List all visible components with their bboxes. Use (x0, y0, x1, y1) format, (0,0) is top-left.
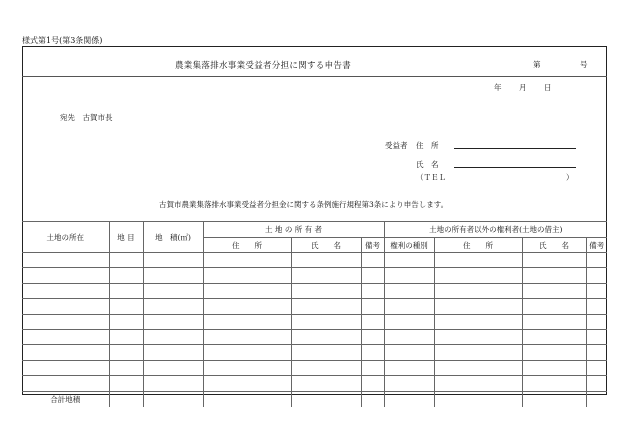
table-cell[interactable] (109, 283, 143, 298)
date-month: 月 (519, 83, 527, 92)
address-line (454, 148, 576, 149)
header-owner-note: 備考 (361, 238, 384, 253)
table-cell[interactable] (22, 314, 109, 329)
table-cell[interactable] (22, 360, 109, 375)
header-owner-name: 氏 名 (291, 238, 361, 253)
table-cell[interactable] (109, 376, 143, 391)
table-row (22, 314, 607, 329)
table-cell[interactable] (291, 253, 361, 268)
table-cell[interactable] (522, 376, 586, 391)
table-cell[interactable] (586, 253, 607, 268)
table-cell[interactable] (109, 253, 143, 268)
table-cell[interactable] (434, 345, 522, 360)
table-cell[interactable] (384, 283, 434, 298)
table-cell[interactable] (361, 329, 384, 344)
table-cell[interactable] (361, 268, 384, 283)
table-cell[interactable] (203, 360, 291, 375)
table-cell[interactable] (434, 268, 522, 283)
header-other-name: 氏 名 (522, 238, 586, 253)
total-area-label: 合計地積 (22, 391, 109, 407)
table-cell[interactable] (586, 283, 607, 298)
table-cell[interactable] (361, 314, 384, 329)
table-cell[interactable] (361, 299, 384, 314)
statement: 古賀市農業集落排水事業受益者分担金に関する条例施行規程第3条により申告します。 (159, 200, 449, 209)
table-cell[interactable] (522, 360, 586, 375)
table-cell[interactable] (143, 345, 203, 360)
table-cell[interactable] (203, 253, 291, 268)
table-cell[interactable] (586, 314, 607, 329)
total-cell[interactable] (586, 391, 607, 407)
table-cell[interactable] (203, 299, 291, 314)
land-table (22, 221, 607, 407)
total-cell[interactable] (291, 391, 361, 407)
table-cell[interactable] (291, 376, 361, 391)
table-cell[interactable] (291, 314, 361, 329)
table-cell[interactable] (291, 268, 361, 283)
table-cell[interactable] (586, 299, 607, 314)
table-cell[interactable] (291, 329, 361, 344)
table-cell[interactable] (22, 253, 109, 268)
table-cell[interactable] (143, 253, 203, 268)
table-cell[interactable] (22, 345, 109, 360)
table-cell[interactable] (109, 360, 143, 375)
table-cell[interactable] (434, 329, 522, 344)
table-cell[interactable] (434, 314, 522, 329)
table-cell[interactable] (203, 268, 291, 283)
table-cell[interactable] (434, 283, 522, 298)
table-cell[interactable] (522, 253, 586, 268)
table-row (22, 345, 607, 360)
table-cell[interactable] (361, 376, 384, 391)
table-cell[interactable] (109, 299, 143, 314)
table-cell[interactable] (109, 345, 143, 360)
address-label: 住 所 (416, 141, 439, 150)
table-cell[interactable] (143, 268, 203, 283)
total-cell[interactable] (522, 391, 586, 407)
table-cell[interactable] (361, 283, 384, 298)
number-go: 号 (580, 60, 588, 69)
total-cell[interactable] (361, 391, 384, 407)
table-row (22, 253, 607, 268)
table-cell[interactable] (291, 360, 361, 375)
table-cell[interactable] (143, 376, 203, 391)
total-cell[interactable] (384, 391, 434, 407)
table-cell[interactable] (434, 299, 522, 314)
table-cell[interactable] (22, 376, 109, 391)
table-cell[interactable] (203, 283, 291, 298)
table-cell[interactable] (384, 329, 434, 344)
table-cell[interactable] (203, 329, 291, 344)
tel-open: （ＴＥＬ (416, 173, 446, 182)
table-cell[interactable] (143, 329, 203, 344)
addressee: 宛先 古賀市長 (60, 113, 113, 122)
table-cell[interactable] (109, 314, 143, 329)
table-cell[interactable] (434, 360, 522, 375)
table-cell[interactable] (384, 253, 434, 268)
table-cell[interactable] (434, 253, 522, 268)
jueki-label: 受益者 (385, 141, 408, 150)
table-cell[interactable] (143, 283, 203, 298)
table-cell[interactable] (361, 345, 384, 360)
table-cell[interactable] (203, 376, 291, 391)
table-cell[interactable] (203, 314, 291, 329)
table-cell[interactable] (586, 268, 607, 283)
table-cell[interactable] (522, 268, 586, 283)
form-reference: 様式第1号(第3条関係) (22, 36, 103, 45)
table-cell[interactable] (22, 283, 109, 298)
table-cell[interactable] (143, 360, 203, 375)
table-cell[interactable] (522, 314, 586, 329)
table-cell[interactable] (109, 268, 143, 283)
table-cell[interactable] (109, 329, 143, 344)
date-day: 日 (544, 83, 552, 92)
table-cell[interactable] (586, 329, 607, 344)
table-cell[interactable] (586, 360, 607, 375)
table-cell[interactable] (384, 299, 434, 314)
total-cell[interactable] (143, 391, 203, 407)
table-cell[interactable] (434, 376, 522, 391)
header-right-type: 権利の種別 (384, 238, 434, 253)
header-area: 地 積(㎡) (143, 222, 203, 253)
header-chimoku: 地 目 (109, 222, 143, 253)
header-other-note: 備考 (586, 238, 607, 253)
total-cell[interactable] (203, 391, 291, 407)
table-row (22, 299, 607, 314)
table-cell[interactable] (384, 376, 434, 391)
table-cell[interactable] (522, 345, 586, 360)
title-divider (22, 76, 607, 77)
form-title: 農業集落排水事業受益者分担に関する申告書 (175, 61, 352, 71)
table-cell[interactable] (384, 360, 434, 375)
table-cell[interactable] (291, 283, 361, 298)
table-cell[interactable] (22, 299, 109, 314)
total-cell[interactable] (434, 391, 522, 407)
table-row (22, 268, 607, 283)
table-cell[interactable] (361, 253, 384, 268)
date-year: 年 (494, 83, 502, 92)
table-cell[interactable] (522, 299, 586, 314)
name-label: 氏 名 (416, 160, 439, 169)
table-cell[interactable] (384, 268, 434, 283)
table-cell[interactable] (22, 329, 109, 344)
table-cell[interactable] (291, 299, 361, 314)
number-dai: 第 (533, 60, 541, 69)
table-cell[interactable] (586, 376, 607, 391)
table-cell[interactable] (522, 283, 586, 298)
table-cell[interactable] (586, 345, 607, 360)
table-cell[interactable] (203, 345, 291, 360)
table-cell[interactable] (384, 314, 434, 329)
header-location: 土地の所在 (22, 222, 109, 253)
table-row (22, 329, 607, 344)
table-cell[interactable] (143, 299, 203, 314)
table-cell[interactable] (291, 345, 361, 360)
table-cell[interactable] (384, 345, 434, 360)
table-cell[interactable] (143, 314, 203, 329)
header-other-address: 住 所 (434, 238, 522, 253)
header-other-group: 土地の所有者以外の権利者(土地の借主) (384, 222, 607, 238)
table-cell[interactable] (22, 268, 109, 283)
table-row (22, 360, 607, 375)
total-cell[interactable] (109, 391, 143, 407)
header-owner-group: 土 地 の 所 有 者 (203, 222, 384, 238)
table-row (22, 283, 607, 298)
table-cell[interactable] (361, 360, 384, 375)
name-line (454, 167, 576, 168)
tel-close: ） (566, 173, 574, 182)
table-cell[interactable] (522, 329, 586, 344)
header-owner-address: 住 所 (203, 238, 291, 253)
table-row (22, 376, 607, 391)
